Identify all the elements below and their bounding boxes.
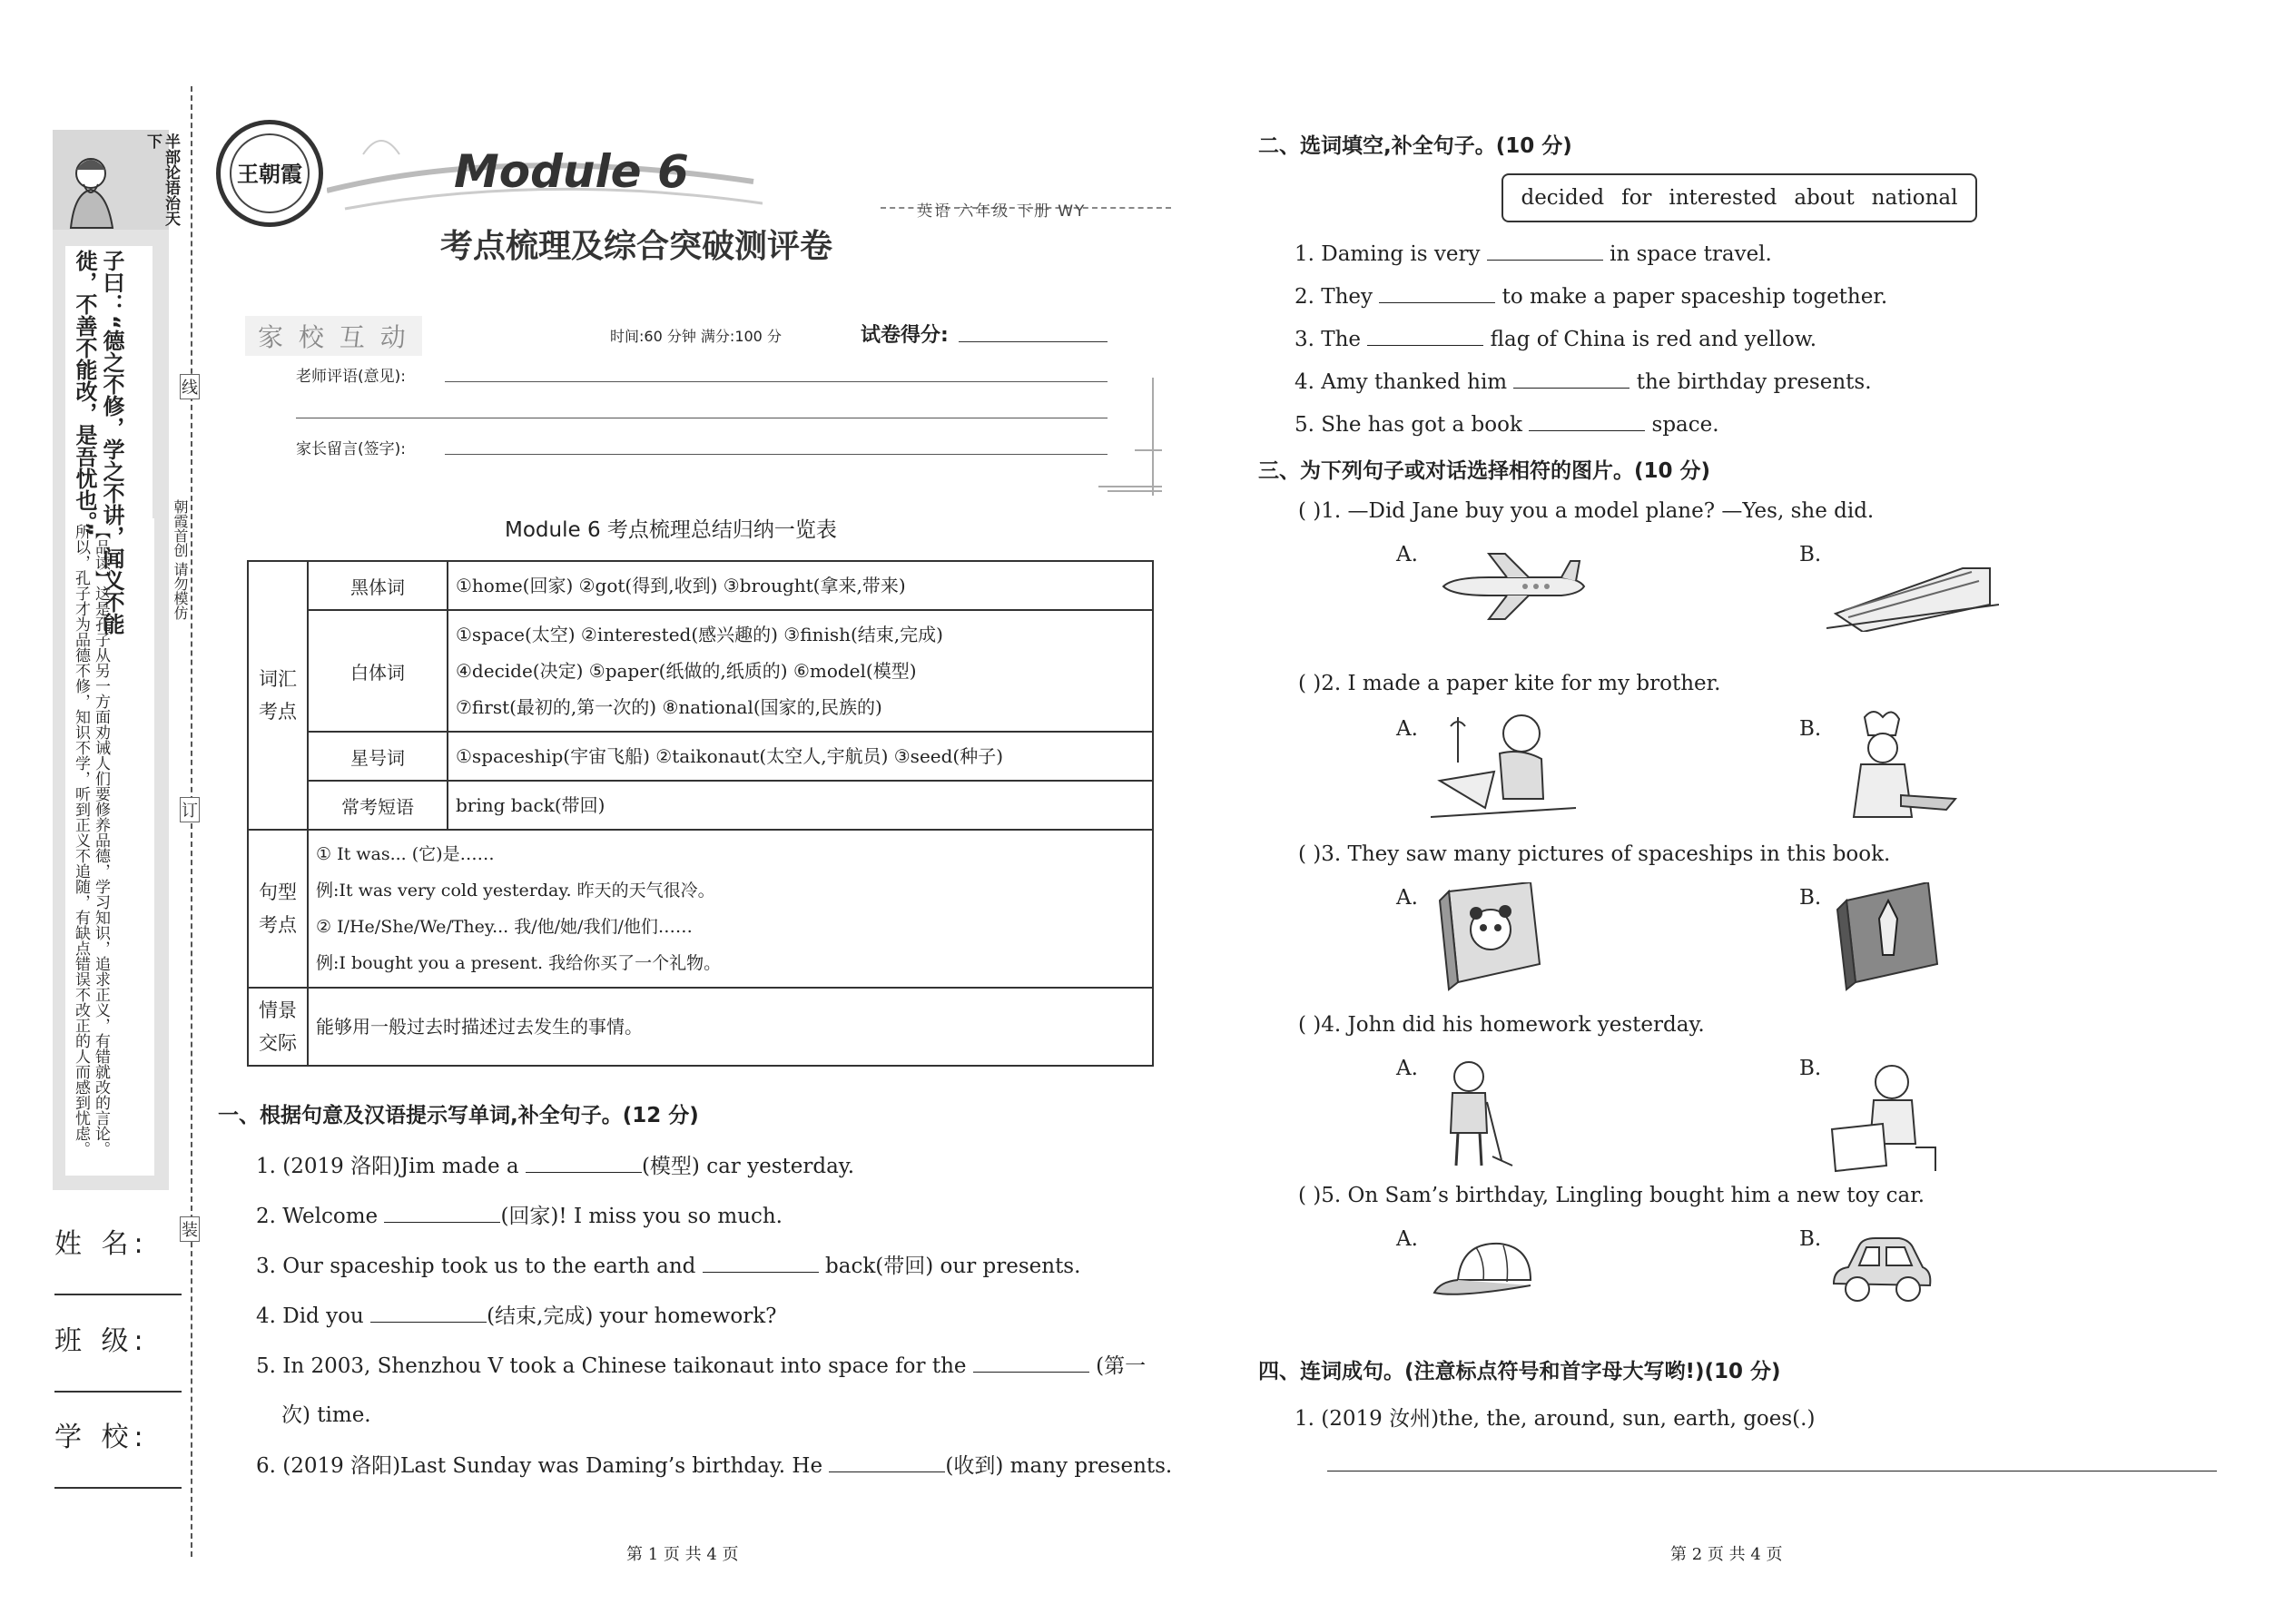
boy-writing-icon <box>1828 1057 1937 1175</box>
class-label: 班 级: <box>54 1325 149 1357</box>
table-row <box>248 830 1153 988</box>
question-1-1: 1. (2019 洛阳)Jim made a (模型) car yesterday. <box>256 1149 854 1179</box>
logo-text: 王朝霞 <box>230 133 310 213</box>
section3-heading: 三、为下列句子或对话选择相符的图片。(10 分) <box>1258 459 1711 483</box>
module-title: Module 6 <box>454 145 689 198</box>
situation-category: 情景交际 <box>248 988 308 1066</box>
option-a: A. <box>1396 886 1418 910</box>
row-label: 黑体词 <box>308 561 448 610</box>
answer-blank[interactable] <box>384 1202 500 1223</box>
word-bank <box>1501 173 1977 222</box>
question-3-1: ( )1. —Did Jane buy you a model plane? —Yes, she did. <box>1298 499 1875 523</box>
question-1-4: 4. Did you (结束,完成) your homework? <box>256 1299 776 1329</box>
row-label: 星号词 <box>308 732 448 781</box>
motto-reading: 【品读】这是孔子从另一方面劝诫人们要修养品德，学习知识，追求正义，有错就改的言论。所以，孔子才为品德不修，知识不学，听到正义不追随，有缺点错误不改正的人而感到忧虑。 <box>72 524 110 1156</box>
row-label: 白体词 <box>308 610 448 732</box>
confucius-illustration <box>53 130 180 230</box>
word-option: for <box>1621 186 1652 210</box>
question-1-2: 2. Welcome (回家)! I miss you so much. <box>256 1199 783 1229</box>
cut-mark: 订 <box>180 797 200 822</box>
name-field[interactable] <box>54 1294 182 1295</box>
option-a: A. <box>1396 717 1418 741</box>
option-b: B. <box>1799 886 1822 910</box>
option-b: B. <box>1799 543 1822 566</box>
question-2-1: 1. Daming is very in space travel. <box>1295 240 1772 266</box>
table-title: Module 6 考点梳理总结归纳一览表 <box>505 518 837 542</box>
panda-book-icon <box>1431 882 1549 991</box>
cut-mark: 装 <box>180 1216 200 1242</box>
question-3-3: ( )3. They saw many pictures of spaceships in this book. <box>1298 842 1891 866</box>
class-field[interactable] <box>54 1391 182 1393</box>
question-3-2: ( )2. I made a paper kite for my brother. <box>1298 672 1721 695</box>
question-3-5: ( )5. On Sam’s birthday, Lingling bought him a new toy car. <box>1298 1184 1925 1207</box>
sentence-line: 例:It was very cold yesterday. 昨天的天气很冷。 <box>316 881 715 901</box>
left-strip <box>53 130 180 1190</box>
cut-note: 朝霞首创 请勿模仿 <box>172 499 189 621</box>
answer-blank[interactable] <box>1367 325 1483 346</box>
answer-blank[interactable] <box>973 1352 1089 1373</box>
train-icon <box>1826 550 1999 632</box>
option-b: B. <box>1799 1227 1822 1251</box>
sentence-line: 例:I bought you a present. 我给你买了一个礼物。 <box>316 953 722 973</box>
sentence-category: 句型考点 <box>248 830 308 988</box>
paper-title: 考点梳理及综合突破测评卷 <box>440 228 833 265</box>
table-row <box>248 561 1153 610</box>
name-label: 姓 名: <box>54 1228 149 1260</box>
word-option: decided <box>1521 186 1605 210</box>
score-field[interactable] <box>959 341 1108 342</box>
vocab-category: 词汇考点 <box>248 561 308 830</box>
parent-message-label: 家长留言(签字): <box>296 440 406 458</box>
boy-sweeping-icon <box>1433 1057 1514 1175</box>
word-option: about <box>1794 186 1855 210</box>
sentence-line: ① It was... (它)是…… <box>316 844 495 864</box>
summary-table <box>247 560 1154 1067</box>
question-4-1: 1. (2019 汝州)the, the, around, sun, earth, goes(.) <box>1295 1407 1816 1431</box>
answer-blank[interactable] <box>703 1252 819 1273</box>
panel-corner-lines-icon <box>1098 305 1162 496</box>
option-a: A. <box>1396 543 1418 566</box>
cap-icon <box>1431 1235 1540 1307</box>
strip-vertical-title: 半部论语治天下 <box>143 133 180 226</box>
row-line: bring back(带回) <box>456 794 605 816</box>
sentence-line: ② I/He/She/We/They... 我/他/她/我们/他们…… <box>316 917 693 937</box>
question-1-3: 3. Our spaceship took us to the earth and back(带回) our presents. <box>256 1249 1080 1279</box>
chef-icon <box>1828 708 1964 826</box>
school-label: 学 校: <box>54 1422 149 1453</box>
word-option: interested <box>1669 186 1777 210</box>
row-label: 常考短语 <box>308 781 448 830</box>
word-option: national <box>1871 186 1958 210</box>
rocket-book-icon <box>1828 882 1946 991</box>
option-b: B. <box>1799 1057 1822 1080</box>
table-row <box>248 732 1153 781</box>
question-2-5: 5. She has got a book space. <box>1295 410 1719 437</box>
question-1-6: 6. (2019 洛阳)Last Sunday was Daming’s birthday. He (收到) many presents. <box>256 1449 1172 1479</box>
page-number-left: 第 1 页 共 4 页 <box>626 1545 739 1564</box>
question-1-5: 5. In 2003, Shenzhou V took a Chinese taikonaut into space for the (第一 <box>256 1349 1146 1379</box>
question-3-4: ( )4. John did his homework yesterday. <box>1298 1013 1705 1037</box>
row-line: ⑦first(最初的,第一次的) ⑧national(国家的,民族的) <box>456 696 882 718</box>
row-line: ④decide(决定) ⑤paper(纸做的,纸质的) ⑥model(模型) <box>456 660 917 682</box>
answer-blank[interactable] <box>1513 368 1629 389</box>
brand-logo <box>216 120 323 227</box>
row-line: ①space(太空) ②interested(感兴趣的) ③finish(结束,完成) <box>456 624 943 645</box>
section2-heading: 二、选词填空,补全句子。(10 分) <box>1258 134 1572 158</box>
table-row <box>248 610 1153 732</box>
table-row <box>248 781 1153 830</box>
answer-blank[interactable] <box>526 1152 642 1173</box>
section1-heading: 一、根据句意及汉语提示写单词,补全句子。(12 分) <box>218 1104 699 1127</box>
option-b: B. <box>1799 717 1822 741</box>
score-label: 试卷得分: <box>861 324 949 347</box>
plane-icon <box>1434 550 1589 623</box>
option-a: A. <box>1396 1057 1418 1080</box>
question-2-4: 4. Amy thanked him the birthday presents. <box>1295 368 1872 394</box>
cut-mark: 线 <box>180 374 200 399</box>
section4-heading: 四、连词成句。(注意标点符号和首字母大写哟!)(10 分) <box>1258 1360 1781 1383</box>
home-school-label: 家 校 互 动 <box>245 316 422 356</box>
toy-car-icon <box>1826 1229 1935 1311</box>
teacher-comment-field[interactable] <box>445 381 1108 382</box>
parent-message-field[interactable] <box>445 454 1108 455</box>
row-line: ①spaceship(宇宙飞船) ②taikonaut(太空人,宇航员) ③seed(种子) <box>456 745 1004 767</box>
school-field[interactable] <box>54 1487 182 1489</box>
time-info: 时间:60 分钟 满分:100 分 <box>610 328 782 345</box>
boy-making-kite-icon <box>1431 708 1576 826</box>
answer-blank[interactable] <box>370 1302 487 1323</box>
situation-text: 能够用一般过去时描述过去发生的事情。 <box>316 1016 643 1038</box>
option-a: A. <box>1396 1227 1418 1251</box>
teacher-comment-label: 老师评语(意见): <box>296 368 406 386</box>
row-line: ①home(回家) ②got(得到,收到) ③brought(拿来,带来) <box>456 575 906 596</box>
answer-blank[interactable] <box>1529 410 1645 431</box>
question-1-5-cont: 次) time. <box>281 1403 371 1427</box>
subject-tags: 英语 六年级 下册 WY <box>917 202 1087 221</box>
confucius-motto: 子曰：“德之不修，学之不讲，闻义不能徙，不善不能改，是吾忧也。” <box>72 250 124 635</box>
answer-blank[interactable] <box>1487 240 1603 261</box>
table-row <box>248 988 1153 1066</box>
answer-blank[interactable] <box>829 1452 945 1472</box>
question-2-3: 3. The flag of China is red and yellow. <box>1295 325 1816 351</box>
page-number-right: 第 2 页 共 4 页 <box>1670 1545 1783 1564</box>
answer-blank[interactable] <box>1379 282 1495 303</box>
question-2-2: 2. They to make a paper spaceship together. <box>1295 282 1887 309</box>
